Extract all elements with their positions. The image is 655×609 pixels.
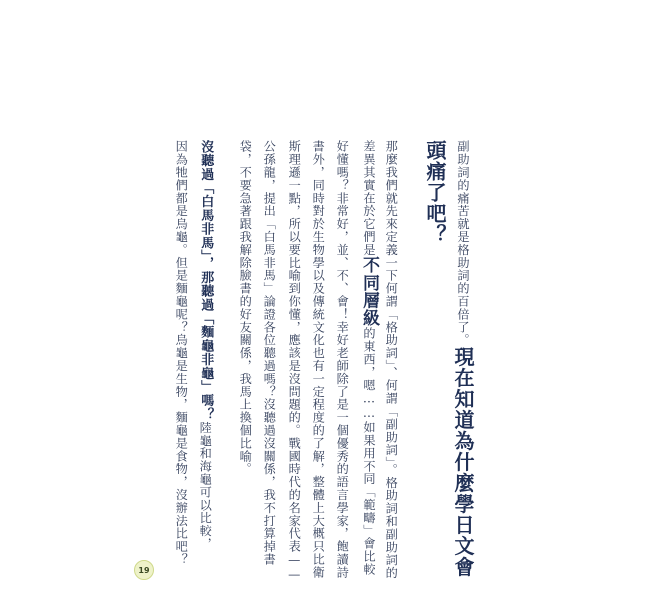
text-run: 斯理遜一點，所以要比喻到你懂，應該是沒問題的。戰國時代的名家代表—— — [287, 140, 302, 583]
text-column-1 — [453, 140, 473, 577]
text-column-5 — [336, 140, 348, 579]
text-run: 陸龜和海龜可以比較， — [198, 421, 213, 551]
text-column-3 — [385, 140, 397, 579]
text-run: 副助詞的痛苦就是格助詞的百倍了。 — [456, 140, 470, 347]
heading-column — [425, 140, 445, 245]
text-column-9 — [239, 140, 251, 475]
text-run: 那麼我們就先來定義一下何謂「格助詞」、何謂「副助詞」。格助詞和副助詞的 — [384, 140, 399, 580]
text-run: 因為牠們都是烏龜。但是麵龜呢？烏龜是生物，麵龜是食物，沒辦法比吧？ — [174, 140, 189, 566]
text-column-11 — [175, 140, 187, 566]
text-column-10 — [199, 140, 212, 550]
page-number: 19 — [134, 560, 154, 580]
text-column-4 — [360, 140, 377, 576]
text-run: 的東西，嗯……如果用不同「範疇」會比較 — [362, 326, 376, 576]
text-run: 差異其實在於它們是 — [362, 140, 376, 257]
text-column-8 — [263, 140, 275, 566]
heading-text: 頭痛了吧？ — [423, 140, 447, 245]
subheading-text: 沒聽過「白馬非馬」，那聽過「麵龜非龜」嗎？ — [198, 140, 214, 422]
text-run: 袋，不要急著跟我解除臉書的好友關係，我馬上換個比喻。 — [238, 140, 253, 476]
heading-text: 現在知道為什麼學日文會 — [451, 346, 475, 578]
text-run: 公孫龍，提出「白馬非馬」論證各位聽過嗎？沒聽過沒關係，我不打算掉書 — [262, 140, 277, 566]
text-column-6 — [312, 140, 324, 579]
emphasis-text: 不同層級 — [359, 256, 379, 327]
text-run: 書外，同時對於生物學以及傳統文化也有一定程度的了解，整體上大概只比衛 — [311, 140, 326, 579]
text-column-7 — [288, 140, 300, 582]
text-run: 好懂嗎？非常好，並、不、會！幸好老師除了是一個優秀的語言學家，飽讀詩 — [335, 140, 350, 579]
